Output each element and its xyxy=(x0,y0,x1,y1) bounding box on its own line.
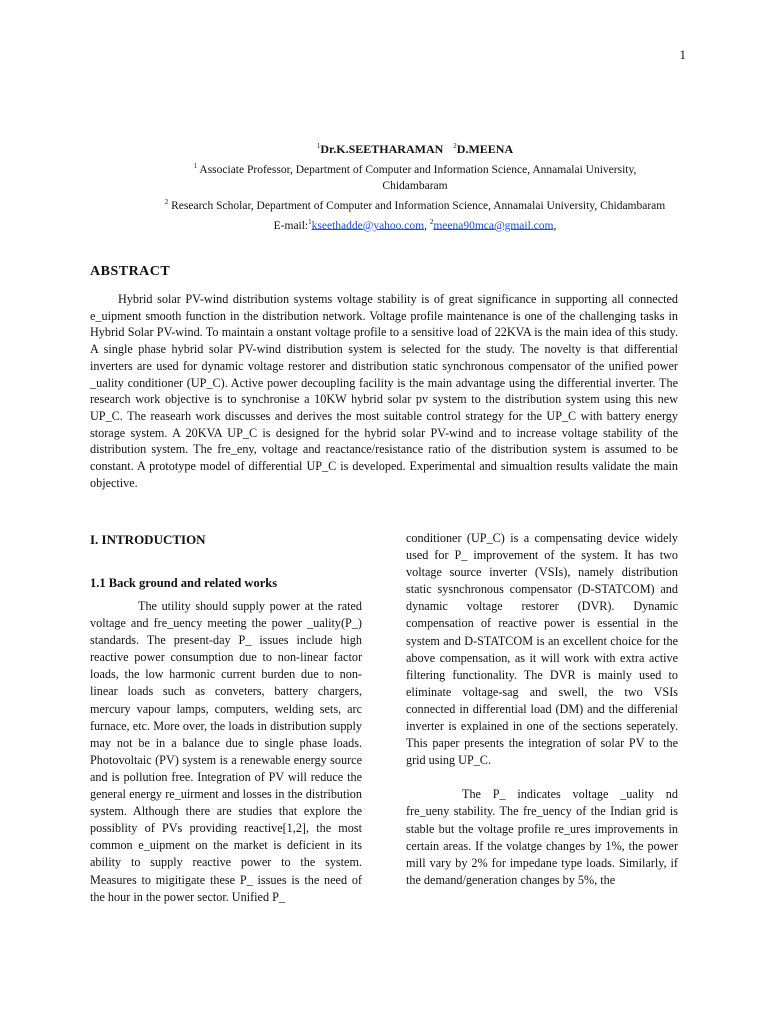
email2-superscript: 2 xyxy=(429,217,434,226)
email-line xyxy=(160,214,670,234)
background-subheading: 1.1 Back ground and related works xyxy=(90,576,278,590)
affiliation-2 xyxy=(160,194,670,214)
author1-name: Dr.K.SEETHARAMAN xyxy=(320,142,444,156)
abstract-body: Hybrid solar PV-wind distribution systems voltage stability is of great significance in supporting all connected e_uipment smooth function in the distribution network. Voltage profile maintenance is one of the challenging tasks in Hybrid Solar PV-wind. To maintain a onstant voltage profile to a sensitive load of 22KVA is the main idea of this study. A single phase hybrid solar PV-wind distribution system is selected for the study. The novelty is that differential inverters are used for dynamic voltage restorer and distribution static synchronous compensator of the unified power _uality conditioner (UP_C). Active power decoupling facility is the main advantage using the differential inverter. The research work objective is to synchronise a 10KW hybrid solar pv system to the distribution system using this new UP_C. The reasearh work discusses and derives the most suitable control strategy for the UP_C with battery energy storage system. A 20KVA UP_C is designed for the hybrid solar PV-wind and to increase voltage stability of the distribution system. The fre_eny, voltage and reactance/resistance ratio of the distribution system is assumed to be constant. A prototype model of differential UP_C is developed. Experimental and simualtion results validate the main objective. xyxy=(90,292,678,490)
introduction-paragraph-2: conditioner (UP_C) is a compensating device widely used for P_ improvement of the system. It has two voltage source inverter (VSIs), namely distribution static sysnchronous compensator (D-STATCOM) and dynamic voltage restorer (DVR). Dynamic compensation of reactive power is essential in the system and D-STATCOM is an excellent choice for the above compensation, as it will work with extra active filtering functionality. The DVR is mainly used to eliminate voltage-sag and swell, the two VSIs connected in differential load (DM) and the differenial inverter is explained in one of the sections seperately. This paper presents the integration of solar PV to the grid using UP_C. xyxy=(406,531,678,768)
email-trailing-comma: , xyxy=(553,219,557,232)
email-separator: , xyxy=(424,219,430,232)
author2-superscript: 2 xyxy=(453,142,457,150)
affiliation-1 xyxy=(160,158,670,194)
email-label: E-mail: xyxy=(273,219,309,232)
page-number: 1 xyxy=(679,47,686,62)
author1-superscript: 1 xyxy=(316,142,321,150)
left-column xyxy=(90,530,362,906)
author-line xyxy=(160,138,670,157)
email-link-1[interactable]: kseethadde@yahoo.com xyxy=(311,219,425,232)
affiliation-2-superscript: 2 xyxy=(164,197,169,206)
affiliation-1-text: Associate Professor, Department of Computer and Information Science, Annamalai University, Chidambaram xyxy=(199,163,637,192)
title-block xyxy=(160,138,670,233)
author2-name: D.MEENA xyxy=(456,142,514,156)
affiliation-1-superscript: 1 xyxy=(193,162,198,170)
introduction-paragraph-3: The P_ indicates voltage _uality nd fre_ueny stability. The fre_uency of the Indian grid is stable but the voltage profile re_ures improvements in certain areas. If the volatge changes by 1%, the power mill vary by 2% for impedane type loads. Similarly, if the demand/generation changes by 5%, the xyxy=(406,787,678,887)
introduction-paragraph-1: The utility should supply power at the rated voltage and fre_uency meeting the power _uality(P_) standards. The present-day P_ issues include high reactive power consumption due to non-linear factor loads, the low harmonic current burden due to non-linear loads such as conveters, battery chargers, mercury vapour lamps, computers, welding sets, arc furnace, etc. More over, the loads in distribution supply may not be in a balance due to single phase loads. Photovoltaic (PV) system is a renewable energy source and is pollution free. Integration of PV will reduce the general energy re_uirment and losses in the distribution system. Although there are studies that explore the possiblity of PVs providing reactive[1,2], the most common e_uipment on the market is deficient in its ability to supply reactive power to the system. Measures to migitigate these P_ issues is the need of the hour in the power sector. Unified P_ xyxy=(90,599,362,904)
email1-superscript: 1 xyxy=(308,217,312,226)
right-column xyxy=(406,530,678,889)
affiliation-2-text: Research Scholar, Department of Computer and Information Science, Annamalai University, Chidambaram xyxy=(171,199,666,212)
introduction-heading: I. INTRODUCTION xyxy=(90,532,206,547)
abstract-heading: ABSTRACT xyxy=(90,264,171,279)
email-link-2[interactable]: meena90mca@gmail.com xyxy=(433,219,554,232)
